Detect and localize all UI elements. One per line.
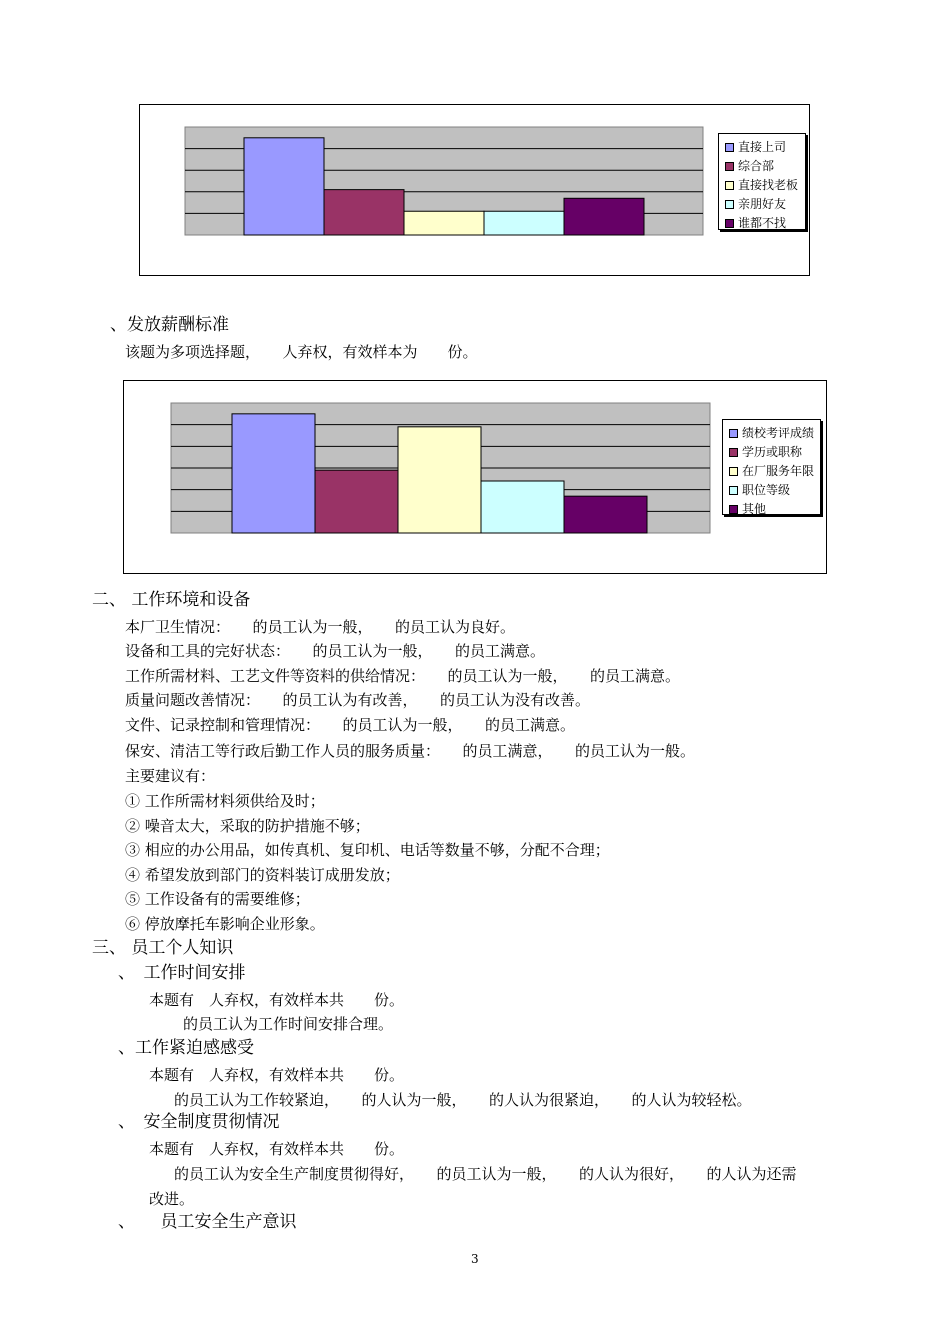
chart-contact (139, 104, 810, 276)
legend-label: 直接找老板 (738, 178, 799, 192)
suggestion-1: ① 工作所需材料须供给及时； (125, 792, 325, 810)
legend-swatch (725, 162, 734, 171)
bar-5 (564, 198, 644, 235)
legend-item (729, 462, 814, 481)
env-line-2: 设备和工具的完好状态： 的员工认为一般， 的员工满意。 (125, 642, 546, 660)
legend-swatch (725, 143, 734, 152)
chart-pay-legend (722, 419, 821, 515)
legend-label: 绩校考评成绩 (742, 426, 815, 440)
legend-label: 综合部 (738, 159, 775, 173)
legend-label: 其他 (742, 502, 767, 515)
env-line-1: 本厂卫生情况： 的员工认为一般， 的员工认为良好。 (125, 618, 516, 636)
suggestion-3: ③ 相应的办公用品，如传真机、复印机、电话等数量不够，分配不合理； (125, 841, 610, 859)
urgency-sample: 本题有 人弃权，有效样本共 份。 (149, 1066, 405, 1084)
bar-2 (315, 470, 398, 533)
legend-label: 职位等级 (742, 483, 791, 497)
topic-urgency: 、工作紧迫感感受 (118, 1038, 254, 1058)
legend-label: 学历或职称 (742, 445, 803, 459)
safety-result-cont: 改进。 (149, 1190, 195, 1208)
bar-4 (481, 481, 564, 533)
env-line-4: 质量问题改善情况： 的员工认为有改善， 的员工认为没有改善。 (125, 691, 591, 709)
legend-swatch (729, 505, 738, 514)
topic-safety-awareness: 、 员工安全生产意识 (118, 1212, 297, 1232)
chart-contact-plot (140, 105, 809, 275)
legend-swatch (725, 219, 734, 228)
env-line-6: 保安、清洁工等行政后勤工作人员的服务质量： 的员工满意， 的员工认为一般。 (125, 742, 696, 760)
bar-2 (324, 190, 404, 235)
safety-sample: 本题有 人弃权，有效样本共 份。 (149, 1140, 405, 1158)
section-3-heading: 三、 员工个人知识 (92, 938, 234, 958)
legend-label: 亲朋好友 (738, 197, 787, 211)
legend-item (725, 157, 799, 176)
legend-swatch (729, 486, 738, 495)
legend-item (729, 481, 814, 500)
topic-safety-policy: 、 安全制度贯彻情况 (118, 1112, 280, 1132)
chart-contact-legend (718, 133, 806, 230)
bar-3 (404, 211, 484, 235)
bar-4 (484, 211, 564, 235)
env-line-3: 工作所需材料、工艺文件等资料的供给情况： 的员工认为一般， 的员工满意。 (125, 667, 681, 685)
legend-item (729, 424, 814, 443)
bar-3 (398, 427, 481, 533)
section-pay-heading: 、发放薪酬标准 (110, 315, 229, 335)
legend-label: 在厂服务年限 (742, 464, 815, 478)
legend-swatch (729, 467, 738, 476)
work-time-result: 的员工认为工作时间安排合理。 (183, 1015, 394, 1033)
safety-result: 的员工认为安全生产制度贯彻得好， 的员工认为一般， 的人认为很好， 的人认为还需 (174, 1165, 797, 1183)
suggestion-2: ② 噪音太大，采取的防护措施不够； (125, 817, 370, 835)
env-line-5: 文件、记录控制和管理情况： 的员工认为一般， 的员工满意。 (125, 716, 576, 734)
legend-item (725, 138, 799, 157)
suggestions-label: 主要建议有： (125, 767, 216, 785)
legend-item (725, 176, 799, 195)
bar-5 (564, 496, 647, 533)
legend-swatch (725, 181, 734, 190)
suggestion-4: ④ 希望发放到部门的资料装订成册发放； (125, 866, 400, 884)
suggestion-6: ⑥ 停放摩托车影响企业形象。 (125, 915, 325, 933)
legend-swatch (729, 448, 738, 457)
legend-swatch (729, 429, 738, 438)
chart-pay-plot (124, 381, 826, 573)
work-time-sample: 本题有 人弃权，有效样本共 份。 (149, 991, 405, 1009)
legend-label: 谁都不找 (738, 216, 787, 230)
bar-1 (232, 414, 315, 533)
suggestion-5: ⑤ 工作设备有的需要维修； (125, 890, 310, 908)
legend-item (725, 195, 799, 214)
legend-item (725, 214, 799, 230)
page-number: 3 (471, 1252, 479, 1266)
legend-item (729, 500, 814, 515)
chart-pay-standard (123, 380, 827, 574)
legend-swatch (725, 200, 734, 209)
legend-label: 直接上司 (738, 140, 787, 154)
topic-work-time: 、 工作时间安排 (118, 963, 246, 983)
bar-1 (244, 138, 324, 235)
pay-note: 该题为多项选择题， 人弃权，有效样本为 份。 (125, 343, 478, 361)
legend-item (729, 443, 814, 462)
section-2-heading: 二、 工作环境和设备 (92, 590, 251, 610)
urgency-result: 的员工认为工作较紧迫， 的人认为一般， 的人认为很紧迫， 的人认为较轻松。 (174, 1091, 752, 1109)
